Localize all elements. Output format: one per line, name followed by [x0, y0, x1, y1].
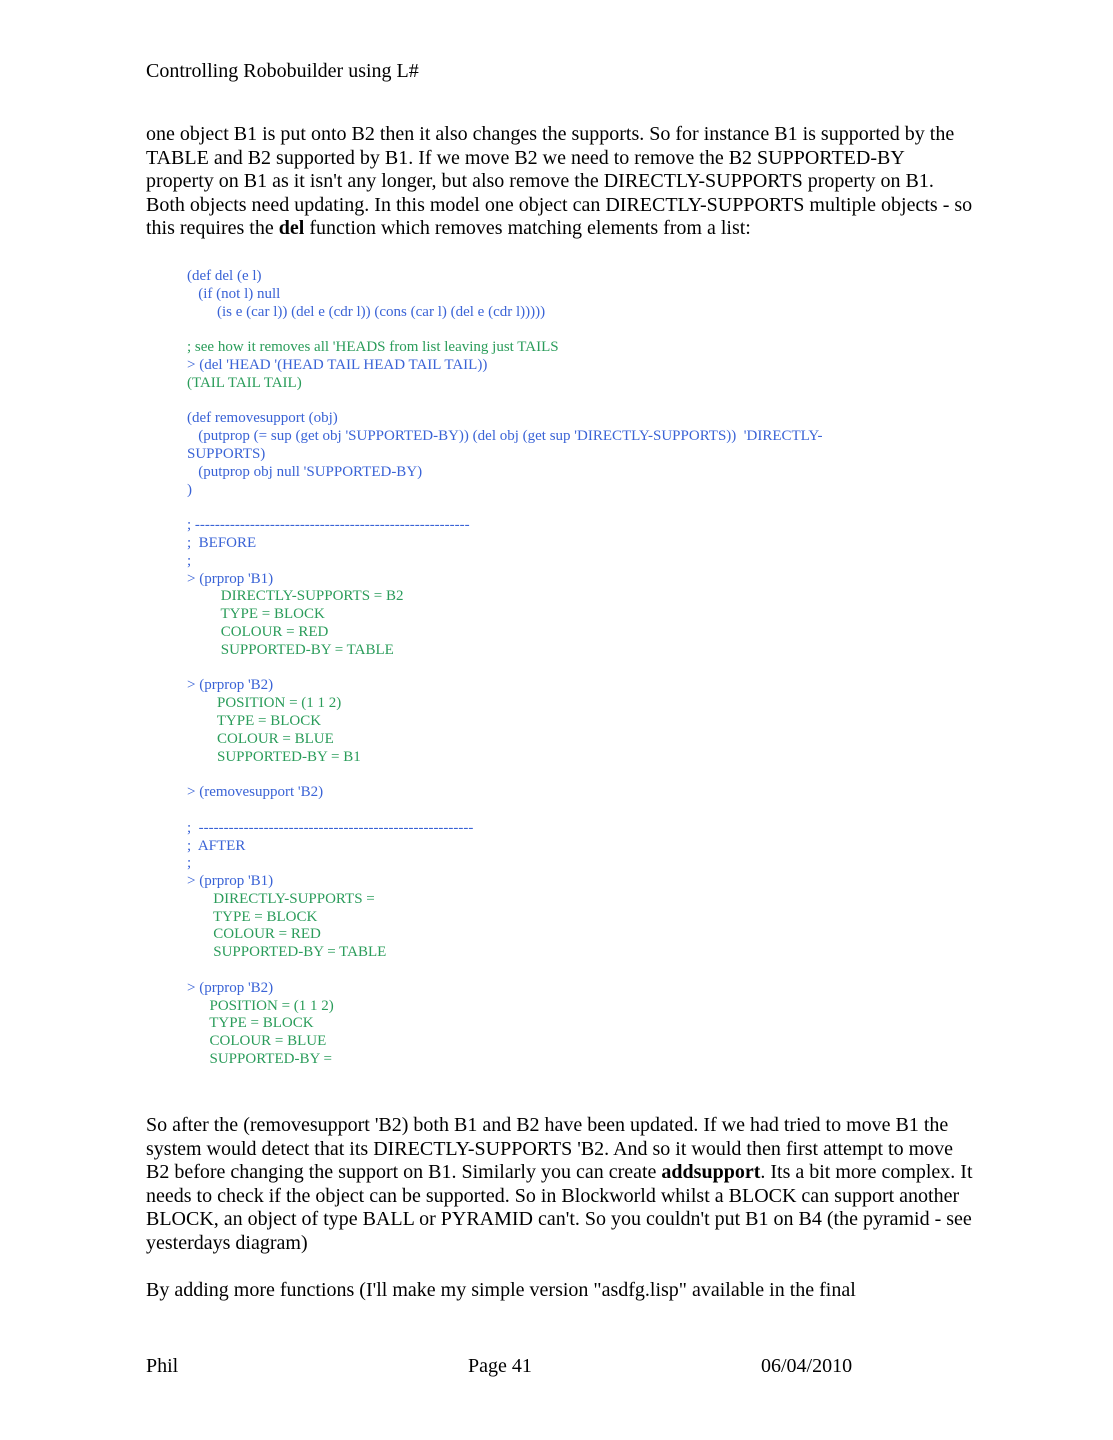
code-line: TYPE = BLOCK — [187, 712, 322, 729]
paragraph-intro-text-after: function which removes matching elements from a list: — [304, 217, 751, 240]
code-line: COLOUR = RED — [187, 926, 321, 943]
code-line — [187, 660, 1047, 678]
code-line: ; ------------------------------------------------------- — [187, 517, 470, 534]
code-line: ; ------------------------------------------------------- — [187, 819, 474, 836]
code-line: > (prprop 'B1) — [187, 570, 274, 587]
code-line: (putprop obj null 'SUPPORTED-BY) — [187, 463, 423, 480]
keyword-addsupport: addsupport — [661, 1161, 761, 1184]
keyword-del: del — [278, 217, 305, 240]
code-line: COLOUR = BLUE — [187, 730, 334, 747]
paragraph-explanation — [146, 1114, 976, 1256]
code-line: (TAIL TAIL TAIL) — [187, 374, 302, 391]
code-line: DIRECTLY-SUPPORTS = B2 — [187, 588, 404, 605]
code-line — [187, 393, 1047, 411]
paragraph-closing: By adding more functions (I'll make my simple version "asdfg.lisp" available in the final — [146, 1279, 856, 1301]
code-line: (def removesupport (obj) — [187, 410, 338, 427]
code-line: TYPE = BLOCK — [187, 606, 325, 623]
code-line: ) — [187, 481, 192, 498]
code-line: (is e (car l)) (del e (cdr l)) (cons (car l) (del e (cdr l))))) — [187, 303, 546, 320]
code-line: ; — [187, 855, 192, 872]
code-line: ; see how it removes all 'HEADS from list leaving just TAILS — [187, 339, 559, 356]
code-line — [187, 766, 1047, 784]
footer-author: Phil — [146, 1355, 179, 1377]
code-line: SUPPORTS) — [187, 445, 266, 462]
page-header-title: Controlling Robobuilder using L# — [146, 60, 419, 82]
paragraph-intro-text-before: one object B1 is put onto B2 then it also changes the supports. So for instance B1 is supported by the TABLE and B2 supported by B1. If we move B2 we need to remove the B2 SUPPORTED-BY property on B1 as it isn't any longer, but also remove the DIRECTLY-SUPPORTS property on B1. Both objects need updating. In this model one object can DIRECTLY-SUPPORTS multiple objects - so this requires the — [146, 123, 973, 240]
code-line: COLOUR = BLUE — [187, 1033, 327, 1050]
code-line: POSITION = (1 1 2) — [187, 997, 334, 1014]
code-line: > (prprop 'B2) — [187, 979, 274, 996]
code-line: (def del (e l) — [187, 268, 262, 284]
code-line: DIRECTLY-SUPPORTS = — [187, 890, 375, 907]
paragraph-intro — [146, 123, 976, 241]
code-line: > (del 'HEAD '(HEAD TAIL HEAD TAIL TAIL)) — [187, 356, 488, 373]
code-line: COLOUR = RED — [187, 623, 329, 640]
footer-date: 06/04/2010 — [761, 1355, 853, 1377]
code-line: ; — [187, 552, 192, 569]
footer-page-number: Page 41 — [468, 1355, 532, 1377]
code-line: SUPPORTED-BY = TABLE — [187, 944, 387, 961]
paragraph-explanation-text-before: So after the (removesupport 'B2) both B1 and B2 have been updated. If we had tried to move B1 the system would detect that its DIRECTLY-SUPPORTS 'B2. And so it would then first attempt to move B2 before changing the support on B1. Similarly you can create — [146, 1114, 954, 1184]
code-line: (if (not l) null — [187, 285, 281, 302]
paragraph-explanation-text-after: . Its a bit more complex. It needs to check if the object can be supported. So in Blockworld whilst a BLOCK can support another BLOCK, an object of type BALL or PYRAMID can't. So you couldn't put B1 on B4 (the pyramid - see yesterdays diagram) — [146, 1161, 973, 1254]
code-line: TYPE = BLOCK — [187, 1015, 314, 1032]
code-line — [187, 802, 1047, 820]
code-line: > (prprop 'B2) — [187, 677, 274, 694]
code-line — [187, 962, 1047, 980]
code-listing — [187, 268, 1047, 1069]
code-line: > (removesupport 'B2) — [187, 784, 324, 801]
code-line: SUPPORTED-BY = — [187, 1051, 332, 1068]
code-line: SUPPORTED-BY = B1 — [187, 748, 361, 765]
code-line: > (prprop 'B1) — [187, 873, 274, 890]
code-line: ; AFTER — [187, 837, 246, 854]
code-line: TYPE = BLOCK — [187, 908, 318, 925]
code-line — [187, 499, 1047, 517]
code-line — [187, 321, 1047, 339]
code-line: ; BEFORE — [187, 534, 257, 551]
code-line: POSITION = (1 1 2) — [187, 695, 342, 712]
code-line: (putprop (= sup (get obj 'SUPPORTED-BY)) (del obj (get sup 'DIRECTLY-SUPPORTS)) 'DIRECTLY- — [187, 428, 823, 445]
code-line: SUPPORTED-BY = TABLE — [187, 641, 394, 658]
